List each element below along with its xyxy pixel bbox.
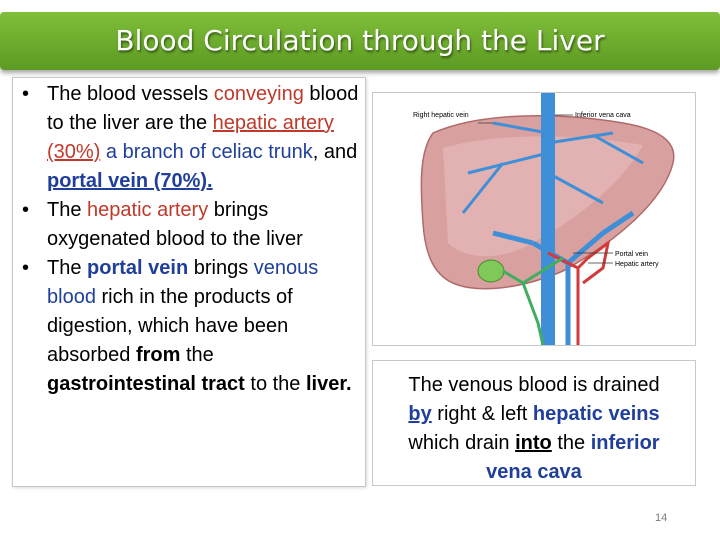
caption-into: into bbox=[515, 432, 552, 454]
caption-the: the bbox=[551, 432, 591, 454]
bullet-text: from bbox=[135, 344, 181, 366]
bullet-text: gastrointestinal tract bbox=[47, 373, 245, 395]
page-number: 14 bbox=[655, 512, 668, 524]
bullet-text: The blood vessels bbox=[47, 83, 214, 105]
bullet-marker: • bbox=[22, 83, 30, 105]
bullet-text: to the bbox=[244, 373, 306, 395]
bullet-item bbox=[20, 196, 360, 254]
label-inferior-vena-cava: Inferior vena cava bbox=[575, 112, 631, 119]
label-right-hepatic-vein: Right hepatic vein bbox=[413, 112, 469, 119]
caption-line-2 bbox=[373, 400, 695, 429]
caption-vena-cava: vena cava bbox=[486, 461, 582, 483]
bullet-text: , and bbox=[312, 141, 358, 163]
bullet-text: brings bbox=[188, 257, 254, 279]
bullet-text: rich in the products of digestion, which have been absorbed bbox=[47, 286, 293, 366]
bullet-text: portal vein bbox=[87, 257, 189, 279]
gallbladder-shape bbox=[478, 260, 504, 282]
bullet-text: brings oxygenated blood to the liver bbox=[47, 199, 303, 250]
caption-box bbox=[372, 360, 696, 486]
bullet-list bbox=[20, 80, 360, 399]
bullet-marker: • bbox=[22, 199, 30, 221]
caption-line-3 bbox=[373, 429, 695, 458]
bullet-text: the bbox=[180, 344, 214, 366]
bullet-text: portal vein (70%). bbox=[47, 170, 213, 192]
bullet-text: hepatic artery (30%) bbox=[47, 112, 334, 163]
caption-mid: right & left bbox=[431, 403, 533, 425]
bullet-text: conveying bbox=[213, 83, 304, 105]
label-hepatic-artery: Hepatic artery bbox=[615, 261, 659, 268]
caption-hepatic-veins: hepatic veins bbox=[532, 403, 660, 425]
caption-line-1: The venous blood is drained bbox=[408, 374, 660, 396]
caption-which-drain: which drain bbox=[408, 432, 516, 454]
bullet-item bbox=[20, 254, 360, 399]
label-portal-vein: Portal vein bbox=[615, 251, 649, 258]
bullet-text: venous blood bbox=[47, 257, 319, 308]
liver-diagram bbox=[372, 92, 696, 346]
bullet-marker: • bbox=[22, 257, 30, 279]
bullet-item bbox=[20, 80, 360, 196]
bullet-text: The bbox=[47, 257, 88, 279]
bullet-text: hepatic artery bbox=[87, 199, 209, 221]
caption-by: by bbox=[408, 403, 432, 425]
bullet-text: a branch of celiac trunk bbox=[105, 141, 313, 163]
bullet-text: blood to the liver are the bbox=[47, 83, 359, 134]
caption-inferior: inferior bbox=[590, 432, 660, 454]
slide-title: Blood Circulation through the Liver bbox=[115, 24, 605, 57]
bullet-text: The bbox=[47, 199, 88, 221]
liver-diagram-svg bbox=[373, 93, 695, 345]
bullet-text: liver. bbox=[305, 373, 352, 395]
